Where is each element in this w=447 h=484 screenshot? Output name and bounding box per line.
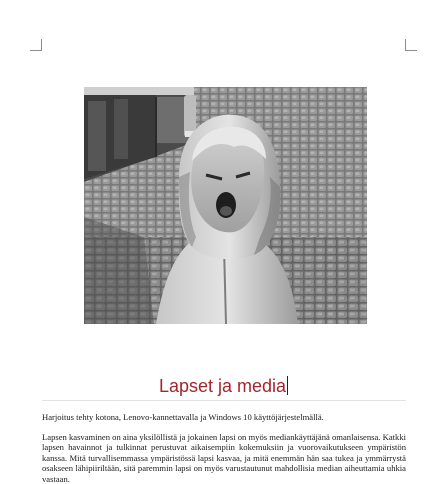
document-photo-shouting-child[interactable] — [84, 87, 367, 324]
crop-mark-top-left — [30, 39, 42, 51]
title-divider-line — [42, 400, 406, 401]
paragraph-intro[interactable]: Harjoitus tehty kotona, Lenovo-kannettavalla ja Windows 10 käyttöjärjestelmällä. — [42, 412, 324, 422]
text-cursor — [287, 376, 288, 395]
document-title[interactable] — [0, 374, 447, 398]
document-title-text: Lapset ja media — [158, 376, 287, 396]
paragraph-body[interactable]: Lapsen kasvaminen on aina yksilöllistä ja jokainen lapsi on myös mediankäyttäjänä omanlaisensa. Katkki lapsen havainnot ja tulkinnat perustuvat aikaisempiin kokemuksiin ja vuorovaikutukseen ympäristön kanssa. Mitä turvallisemmassa ympäristössä lapsi kasvaa, ja mitä enemmän hän saa tukea ja ymmärrystä osakseen lähipiiriltään, sitä paremmin lapsi on myös varustautunut mahdollisia median aiheuttamia uhkia vastaan. — [42, 432, 406, 484]
crop-mark-top-right — [405, 39, 417, 51]
